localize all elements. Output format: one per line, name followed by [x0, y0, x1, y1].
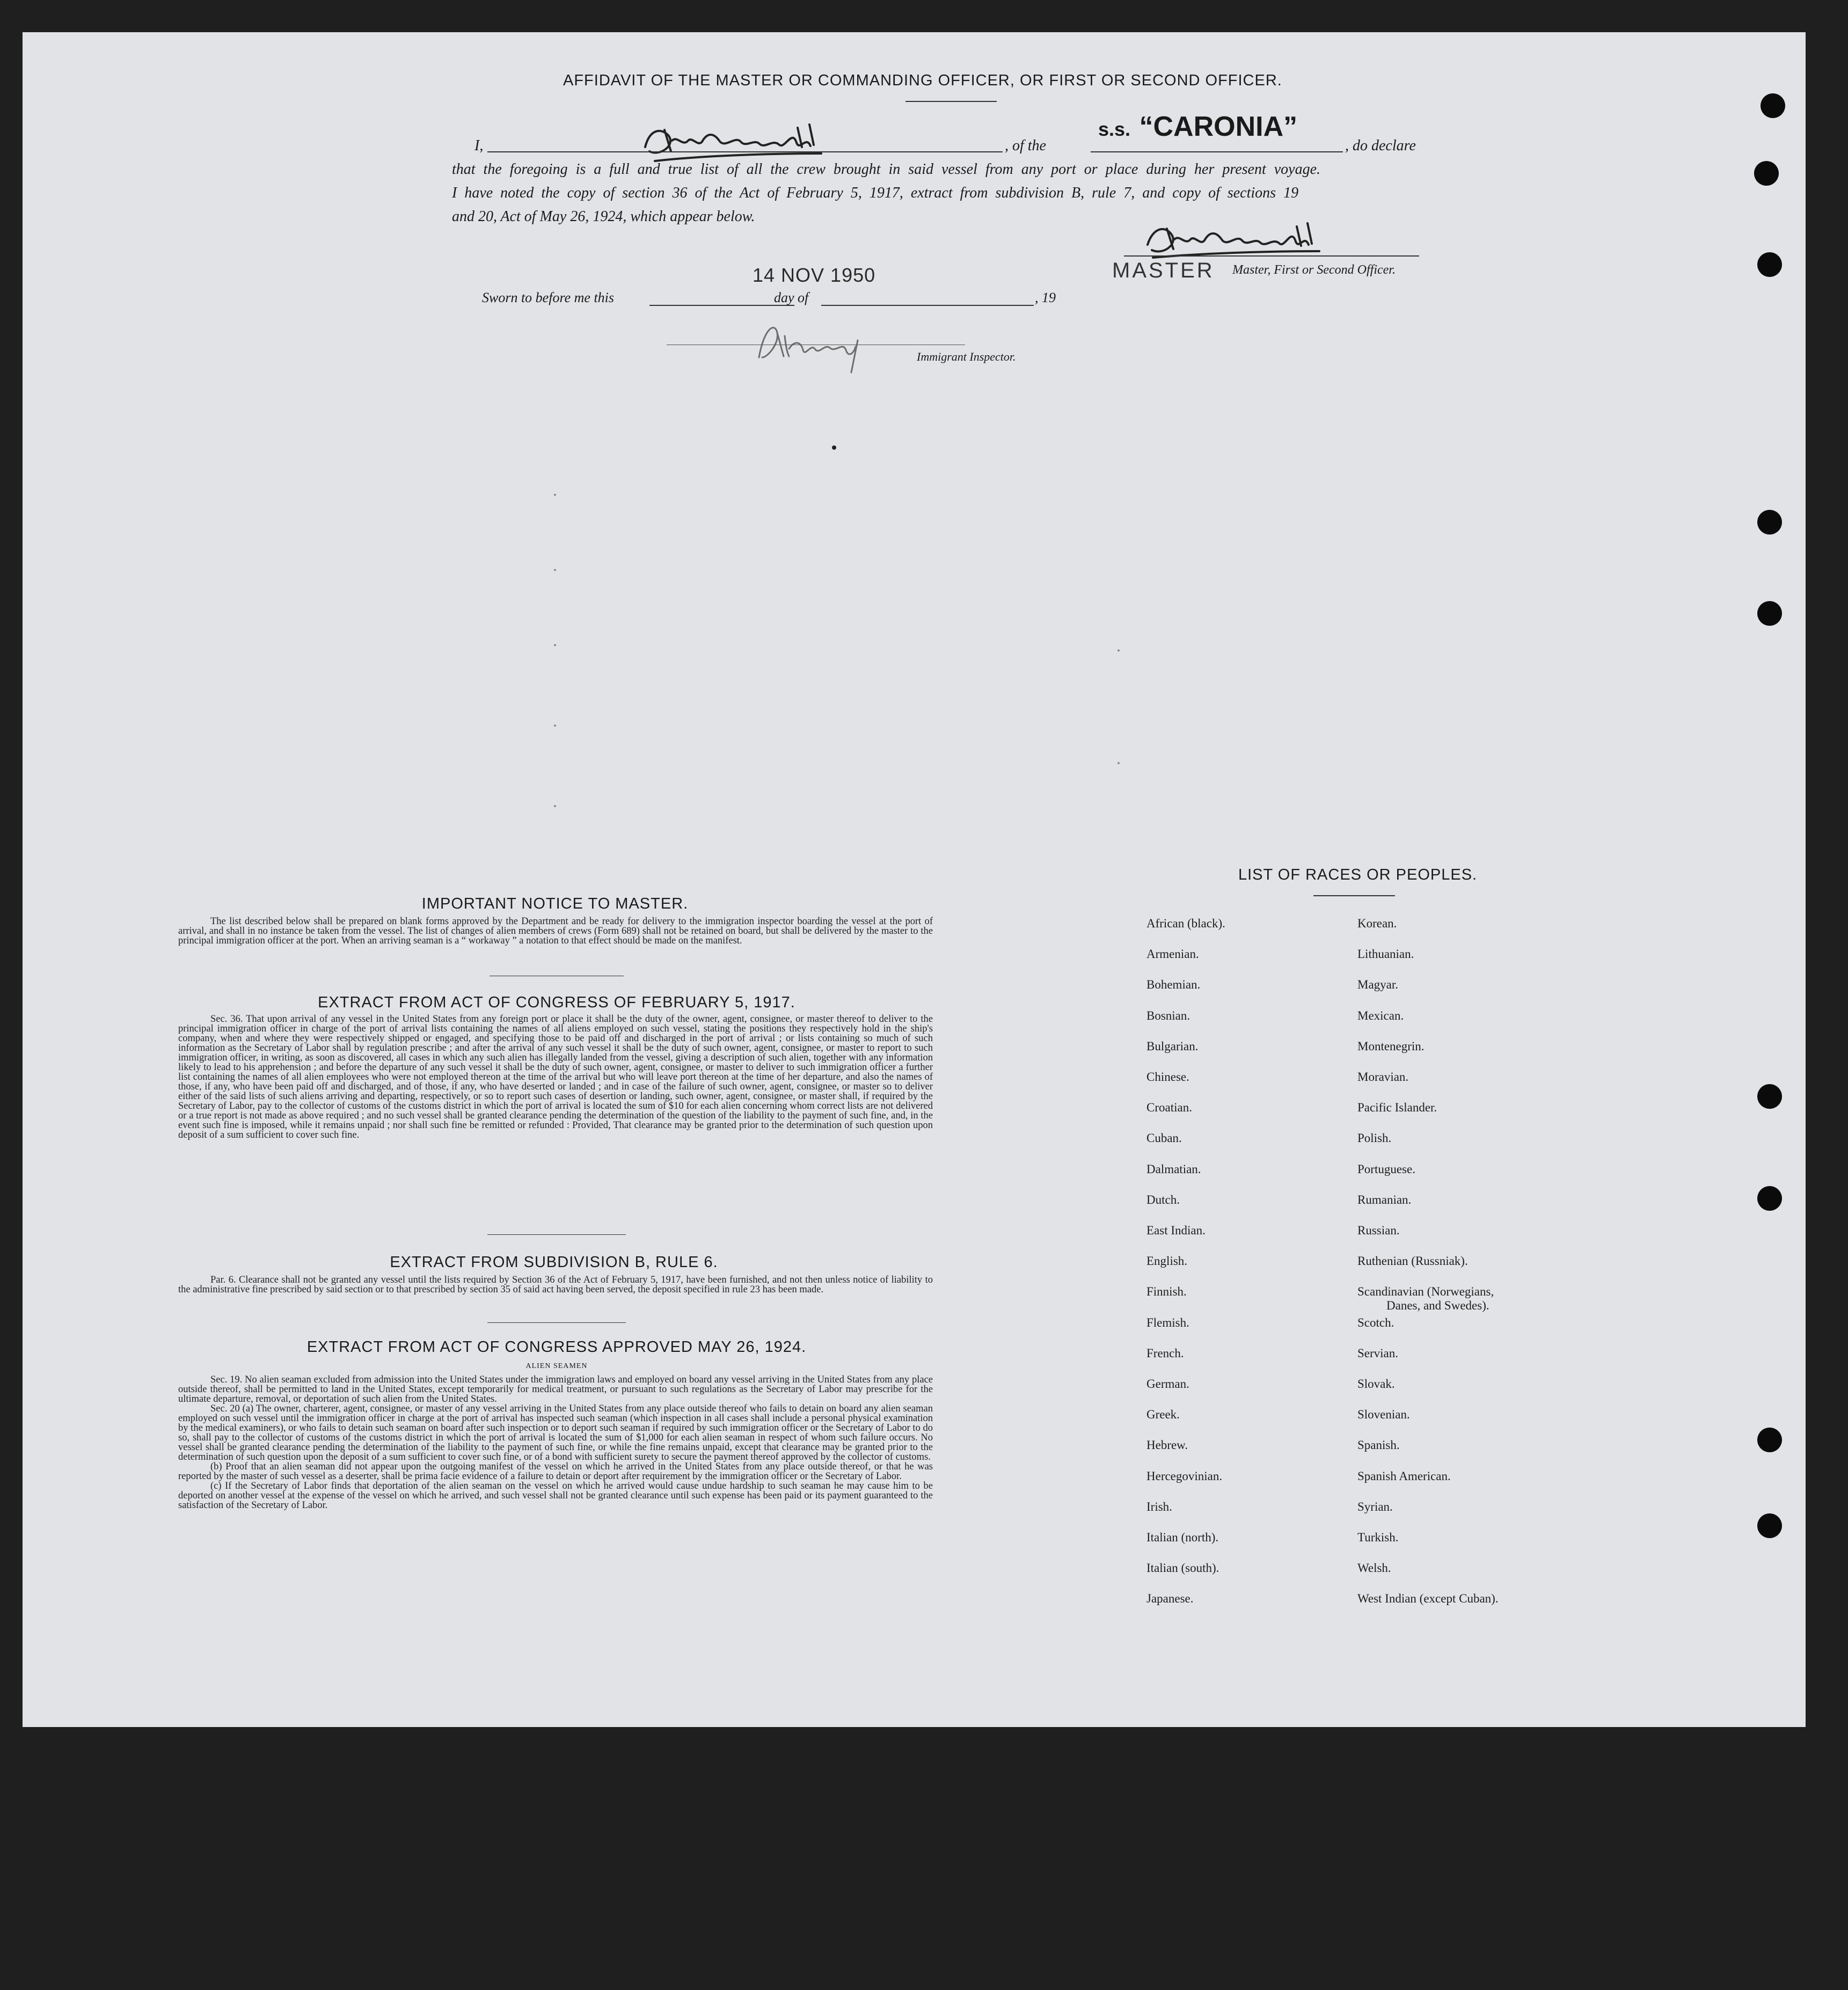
- race-item: Turkish.: [1357, 1531, 1399, 1544]
- ship-fill-line: [1091, 151, 1343, 152]
- race-item: Finnish.: [1146, 1285, 1187, 1299]
- races-rule: [1313, 895, 1395, 896]
- race-item: East Indian.: [1146, 1224, 1206, 1237]
- par6-paragraph: Par. 6. Clearance shall not be granted any vessel until the lists required by Section 36 of the Act of February 5, 1917, have been furnished, and not then unless notice of liability to the administrative fine prescribed by said section or to that prescribed by section 35 of said act having been served, the deposit specified in rule 23 has been made.: [178, 1275, 933, 1295]
- master-signature-line: [1124, 255, 1419, 257]
- race-scandinavian-continued: Danes, and Swedes).: [1386, 1299, 1489, 1313]
- ship-name: [1098, 111, 1297, 143]
- punch-hole: [1754, 161, 1779, 186]
- race-item: Moravian.: [1357, 1070, 1409, 1084]
- race-item: Mexican.: [1357, 1008, 1404, 1022]
- affidavit-line-3: I have noted the copy of section 36 of the Act of February 5, 1917, extract from subdivision B, rule 7, and copy of sections 19: [452, 185, 1299, 201]
- extract-rule6-title: EXTRACT FROM SUBDIVISION B, RULE 6.: [390, 1254, 718, 1271]
- race-item: Spanish.: [1357, 1438, 1400, 1452]
- race-item: German.: [1146, 1377, 1189, 1391]
- sec19-paragraph: Sec. 19. No alien seaman excluded from admission into the United States under the immigration laws and employed on board any vessel arriving in the United States from any place outside thereof, shall be permitted to land in the United States, except temporarily for medical treatment, or pursuant to such regulations as the Secretary of Labor may prescribe for the ultimate departure, removal, or deportation of such alien from the United States.: [178, 1374, 933, 1404]
- column-dot: [554, 494, 556, 496]
- race-item: Lithuanian.: [1357, 947, 1414, 961]
- extract-1924-body: [178, 1375, 933, 1510]
- race-item: Spanish American.: [1357, 1469, 1451, 1483]
- notice-body: [178, 917, 933, 946]
- heading-rule: [905, 101, 997, 102]
- affidavit-line-4: and 20, Act of May 26, 1924, which appear below.: [452, 208, 755, 225]
- notice-title: IMPORTANT NOTICE TO MASTER.: [421, 895, 689, 912]
- column-dot: [554, 644, 556, 646]
- race-item: Hebrew.: [1146, 1438, 1188, 1452]
- column-dot: [832, 445, 836, 450]
- ship-prefix: s.s.: [1098, 118, 1131, 140]
- race-item: Syrian.: [1357, 1499, 1393, 1513]
- race-item: Bulgarian.: [1146, 1039, 1199, 1053]
- race-item: Dalmatian.: [1146, 1162, 1201, 1176]
- race-item: Montenegrin.: [1357, 1039, 1425, 1053]
- race-item: Pacific Islander.: [1357, 1101, 1437, 1115]
- extract-1917-body: [178, 1014, 933, 1140]
- punch-hole: [1761, 93, 1785, 118]
- extract-1917-title: EXTRACT FROM ACT OF CONGRESS OF FEBRUARY 5, 1917.: [318, 994, 795, 1011]
- race-item: Russian.: [1357, 1224, 1400, 1237]
- sec36-paragraph: Sec. 36. That upon arrival of any vessel in the United States from any foreign port or place it shall be the duty of the owner, agent, consignee, or master thereof to deliver to the principal immigration officer in charge of the port of arrival lists containing the names of all aliens employed on such vessel, stating the positions they respectively hold in the ship's company, when and where they were respectively shipped or engaged, and specifying those to be paid off and discharged in the port of arrival ; or lists containing so much of such information as the Secretary of Labor shall by regulation prescribe ; and after the arrival of any such vessel it shall be the duty of such owner, agent, consignee, or master to report to such immigration officer, in writing, as soon as discovered, all cases in which any such alien has illegally landed from the vessel, giving a description of such alien, together with any information likely to lead to his apprehension ; and before the departure of any such vessel it shall be the duty of such owner, agent, consignee, or master to deliver to such immigration officer a further list containing the names of all alien employees who were not employed thereon at the time of the arrival but who will leave port thereon at the time of her departure, and also the names of those, if any, who have been paid off and discharged, and of those, if any, who have deserted or landed ; and in case of the failure of such owner, agent, consignee, or master so to deliver either of the said lists of such aliens arriving and departing, respectively, or so to report such cases of desertion or landing, such owner, agent, consignee, or master shall, if required by the Secretary of Labor, pay to the collector of customs of the customs district in which the port of arrival is located the sum of $10 for each alien concerning whom correct lists are not delivered or a true report is not made as above required ; and no such vessel shall be granted clearance pending the determination of the question of the liability to the payment of such fine, and, in the event such fine is imposed, while it remains unpaid ; nor shall such fine be remitted or refunded : Provided, That clearance may be granted prior to the determination of such question upon deposit of a sum sufficient to cover such fine.: [178, 1014, 933, 1140]
- column-dot: [554, 569, 556, 571]
- races-title: LIST OF RACES OR PEOPLES.: [1238, 866, 1478, 883]
- ship-name-text: “CARONIA”: [1139, 111, 1298, 142]
- extract-rule6-body: [178, 1275, 933, 1294]
- race-item: Ruthenian (Russniak).: [1357, 1254, 1468, 1268]
- column-dot: [1117, 762, 1120, 764]
- race-item: Scotch.: [1357, 1315, 1394, 1329]
- race-item: Hercegovinian.: [1146, 1469, 1223, 1483]
- race-item: Irish.: [1146, 1499, 1172, 1513]
- race-item: Scandinavian (Norwegians,: [1357, 1285, 1494, 1299]
- race-item: Chinese.: [1146, 1070, 1189, 1084]
- sec20c-paragraph: (c) If the Secretary of Labor finds that deportation of the alien seaman on the vessel on which he arrived would cause undue hardship to such seaman he may cause him to be deported on another vessel at the expense of the vessel on which he arrived, and such vessel shall not be granted clearance until such expense has been paid or its payment guaranteed to the satisfaction of the Secretary of Labor.: [178, 1481, 933, 1511]
- race-item: Portuguese.: [1357, 1162, 1415, 1176]
- alien-seamen-subtitle: ALIEN SEAMEN: [525, 1362, 588, 1370]
- name-fill-line: [487, 151, 1003, 152]
- document-page: [23, 32, 1806, 1727]
- race-item: Dutch.: [1146, 1192, 1180, 1206]
- column-dot: [1117, 649, 1120, 652]
- affidavit-heading: AFFIDAVIT OF THE MASTER OR COMMANDING OFFICER, OR FIRST OR SECOND OFFICER.: [563, 72, 1282, 89]
- sec20b-paragraph: (b) Proof that an alien seaman did not appear upon the outgoing manifest of the vessel on which he arrived in the United States from any place outside thereof, or that he was reported by the master of such vessel as a deserter, shall be prima facie evidence of a failure to detain or deport after requirement by the immigration officer or the Secretary of Labor.: [178, 1461, 933, 1482]
- master-stamp: MASTER: [1112, 259, 1215, 282]
- punch-hole: [1757, 601, 1782, 626]
- punch-hole: [1757, 1513, 1782, 1538]
- race-item: Flemish.: [1146, 1315, 1189, 1329]
- race-item: Slovak.: [1357, 1377, 1395, 1391]
- punch-hole: [1757, 1084, 1782, 1109]
- race-item: Rumanian.: [1357, 1192, 1412, 1206]
- race-item: African (black).: [1146, 917, 1225, 930]
- do-declare-label: , do declare: [1345, 137, 1416, 154]
- affidavit-line-2: that the foregoing is a full and true list of all the crew brought in said vessel from any port or place during her present voyage.: [452, 161, 1321, 178]
- inspector-signature: [751, 306, 912, 376]
- race-item: Korean.: [1357, 917, 1397, 930]
- race-item: Welsh.: [1357, 1561, 1391, 1575]
- sworn-label: Sworn to before me this: [482, 290, 615, 305]
- race-item: Servian.: [1357, 1346, 1399, 1360]
- punch-hole: [1757, 1186, 1782, 1211]
- notice-paragraph: The list described below shall be prepared on blank forms approved by the Department and be ready for delivery to the immigration inspector boarding the vessel at the port of arrival, and shall in no instance be taken from the vessel. The list of changes of alien members of crews (Form 689) shall not be retained on board, but shall be delivered by the master to the principal immigration officer at the port. When an arriving seaman is a “ workaway ” a notation to that effect should be made on the manifest.: [178, 916, 933, 946]
- race-item: Greek.: [1146, 1408, 1180, 1422]
- race-item: Croatian.: [1146, 1101, 1192, 1115]
- race-item: Italian (north).: [1146, 1531, 1219, 1544]
- race-item: Slovenian.: [1357, 1408, 1410, 1422]
- sec20a-paragraph: Sec. 20 (a) The owner, charterer, agent, consignee, or master of any vessel arriving in the United States from any place outside thereof who fails to detain on board any alien seaman employed on such vessel until the immigration officer in charge at the port of arrival has inspected such seaman (which inspection in all cases shall include a personal physical examination by the medical examiners), or who fails to detain such seaman on board after such inspection or to deport such seaman if required by such immigration officer or the Secretary of Labor to do so, shall pay to the collector of customs of the customs district in which the port of arrival is located the sum of $1,000 for each alien seaman in respect of whom such failure occurs. No vessel shall be granted clearance pending the determination of the liability to the payment of such fine, or while the fine remains unpaid, except that clearance may be granted prior to the determination of such question upon the deposit of a sum sufficient to cover such fine, or of a bond with sufficient surety to secure the payment thereof approved by the collector of customs.: [178, 1403, 933, 1462]
- race-item: Cuban.: [1146, 1131, 1182, 1145]
- affidavit-i-label: I,: [474, 137, 484, 154]
- column-dot: [554, 805, 556, 807]
- race-item: Polish.: [1357, 1131, 1392, 1145]
- race-item: Italian (south).: [1146, 1561, 1219, 1575]
- section-rule: [487, 1322, 626, 1323]
- master-caption: Master, First or Second Officer.: [1232, 263, 1396, 277]
- of-the-label: , of the: [1005, 137, 1046, 154]
- race-item: Bosnian.: [1146, 1008, 1190, 1022]
- punch-hole: [1757, 252, 1782, 277]
- section-rule: [487, 1234, 626, 1235]
- race-item: French.: [1146, 1346, 1184, 1360]
- sworn-date-stamp: 14 NOV 1950: [753, 264, 876, 286]
- race-item: Japanese.: [1146, 1592, 1194, 1606]
- year-suffix: , 19: [1035, 290, 1056, 305]
- race-item: Magyar.: [1357, 978, 1399, 992]
- punch-hole: [1757, 510, 1782, 535]
- race-item: West Indian (except Cuban).: [1357, 1592, 1499, 1606]
- column-dot: [554, 725, 556, 727]
- race-item: Armenian.: [1146, 947, 1199, 961]
- day-of-label: day of: [774, 290, 809, 305]
- inspector-caption: Immigrant Inspector.: [917, 350, 1016, 363]
- race-item: Bohemian.: [1146, 978, 1201, 992]
- race-item: English.: [1146, 1254, 1188, 1268]
- extract-1924-title: EXTRACT FROM ACT OF CONGRESS APPROVED MAY 26, 1924.: [306, 1338, 807, 1356]
- punch-hole: [1757, 1428, 1782, 1452]
